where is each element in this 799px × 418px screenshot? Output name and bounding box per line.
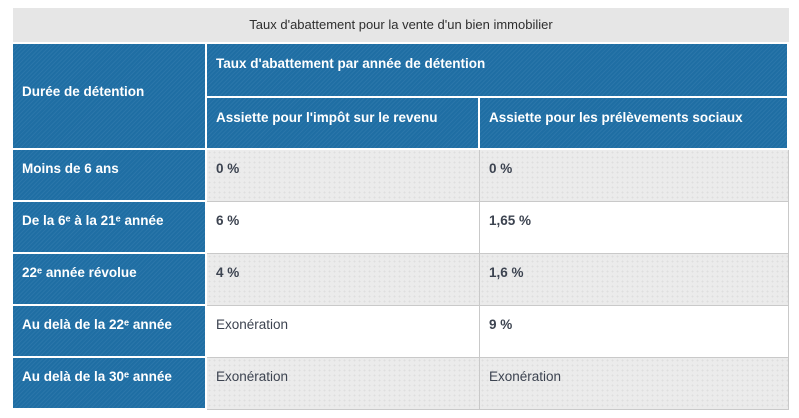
value-cell-income-tax: 4 % bbox=[207, 254, 480, 306]
row-label-cell: 22ᵉ année révolue bbox=[13, 254, 207, 306]
sub-header-social-levies: Assiette pour les prélèvements sociaux bbox=[480, 98, 789, 150]
row-label-cell: Au delà de la 22ᵉ année bbox=[13, 306, 207, 358]
table-row bbox=[13, 150, 789, 202]
table-row bbox=[13, 202, 789, 254]
tax-abatement-table bbox=[13, 44, 789, 410]
value-cell-social-levies: Exonération bbox=[480, 358, 789, 410]
table-row bbox=[13, 358, 789, 410]
group-header-abatement-per-year: Taux d'abattement par année de détention bbox=[207, 44, 789, 98]
header-row-group bbox=[13, 44, 789, 98]
table-caption: Taux d'abattement pour la vente d'un bien immobilier bbox=[13, 8, 789, 42]
table-row bbox=[13, 254, 789, 306]
sub-header-income-tax: Assiette pour l'impôt sur le revenu bbox=[207, 98, 480, 150]
row-label-cell: De la 6ᵉ à la 21ᵉ année bbox=[13, 202, 207, 254]
value-cell-social-levies: 0 % bbox=[480, 150, 789, 202]
corner-header-duration: Durée de détention bbox=[13, 44, 207, 150]
tax-abatement-table-widget bbox=[13, 8, 789, 410]
value-cell-social-levies: 1,6 % bbox=[480, 254, 789, 306]
value-cell-social-levies: 1,65 % bbox=[480, 202, 789, 254]
value-cell-income-tax: Exonération bbox=[207, 306, 480, 358]
row-label-cell: Au delà de la 30ᵉ année bbox=[13, 358, 207, 410]
value-cell-income-tax: 0 % bbox=[207, 150, 480, 202]
table-row bbox=[13, 306, 789, 358]
row-label-cell: Moins de 6 ans bbox=[13, 150, 207, 202]
value-cell-income-tax: 6 % bbox=[207, 202, 480, 254]
value-cell-social-levies: 9 % bbox=[480, 306, 789, 358]
value-cell-income-tax: Exonération bbox=[207, 358, 480, 410]
